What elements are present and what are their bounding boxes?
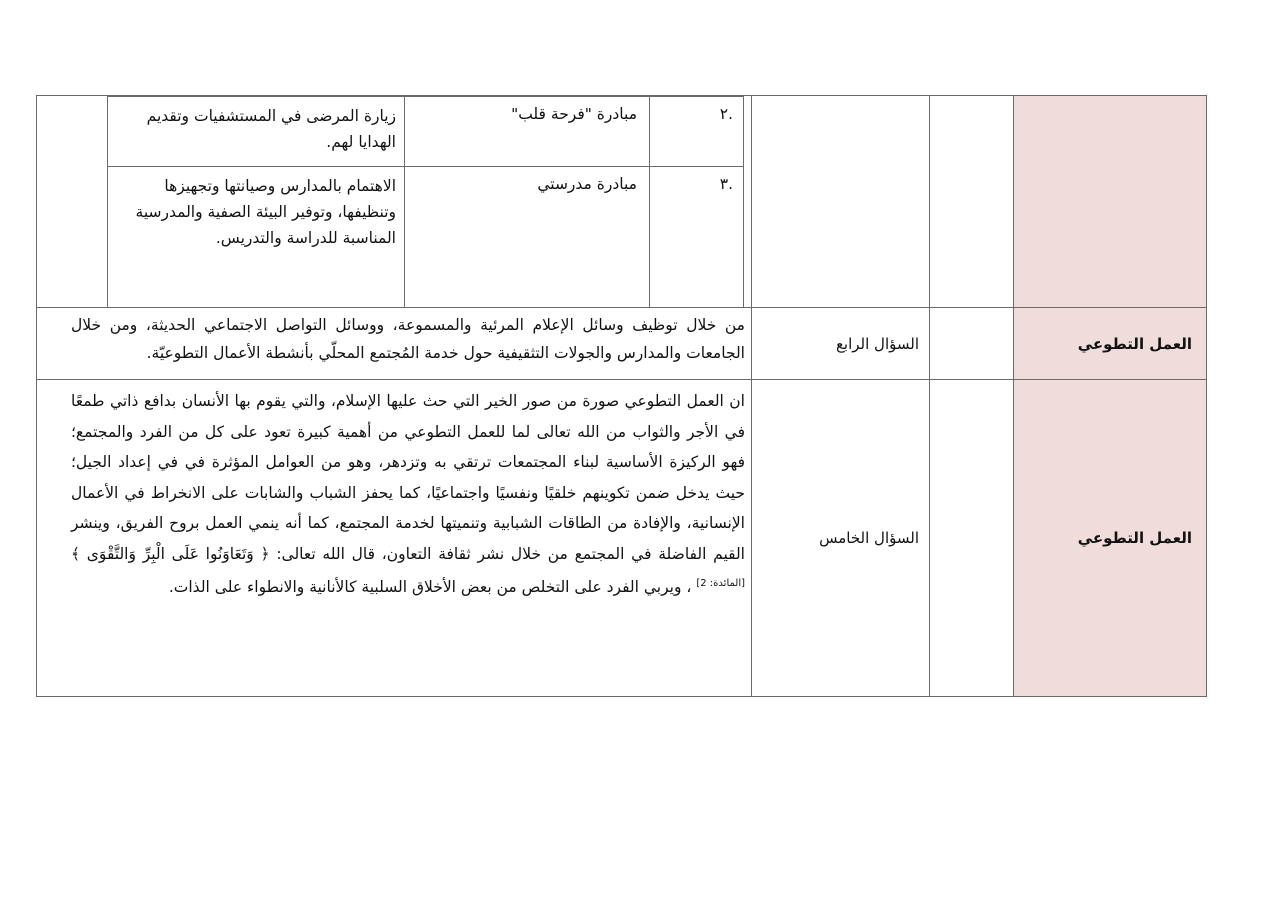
empty-cell [929, 308, 1013, 379]
initiative-row [108, 167, 743, 308]
initiative-number: .٣ [719, 175, 733, 193]
category-cell [1013, 308, 1206, 379]
category-cell [1013, 96, 1206, 307]
initiative-name: مبادرة مدرستي [404, 167, 649, 308]
table-row [36, 308, 1207, 380]
question-cell [751, 96, 929, 307]
answer-text-part2: ، ويربي الفرد على التخلص من بعض الأخلاق السلبية كالأنانية والانطواء على الذات. [168, 578, 692, 597]
answer-text-part1: ان العمل التطوعي صورة من صور الخير التي حث عليها الإسلام، والتي يقوم بها الأنسان بدافع ذاتي طمعًا في الأجر والثواب من الله تعالى لما للعمل التطوعي من أهمية كبيرة تعود على كل من الفرد والمجتمع؛ فهو الركيزة الأساسية لبناء المجتمعات ترتقي به وتزدهر، وهو من العوامل المؤثرة في في إعداد الجيل؛ حيث يدخل ضمن تكوينهم خلقيًا ونفسيًا واجتماعيًا، كما يحفز الشباب والشابات على الانخراط في الأعمال الإنسانية، والإفادة من الطاقات الشبابية وتنميتها لخدمة المجتمع، كما أنه ينمي العمل بروح الفريق، وينشر القيم الفاضلة في المجتمع من خلال نشر ثقافة التعاون، قال الله تعالى: ﴿ وَتَعَاوَنُوا عَلَى الْبِرِّ وَالتَّقْوَى ﴾ [71, 392, 745, 563]
category-label: العمل التطوعي [1077, 529, 1192, 547]
question-label: السؤال الرابع [835, 334, 919, 353]
initiative-description: زيارة المرضى في المستشفيات وتقديم الهدايا لهم. [146, 107, 396, 151]
empty-cell [929, 96, 1013, 307]
category-cell [1013, 380, 1206, 696]
initiative-row [108, 97, 743, 167]
answer-cell [37, 380, 753, 696]
initiative-name: مبادرة "فرحة قلب" [404, 97, 649, 166]
document-table [36, 95, 1207, 697]
answer-text: من خلال توظيف وسائل الإعلام المرئية والمسموعة، ووسائل التواصل الاجتماعي الحديثة، ومن خلال الجامعات والمدارس والجولات التثقيفية حول خدمة المُجتمع المحلّي بأنشطة الأعمال التطوعيّة. [71, 316, 745, 362]
quran-citation: [المائدة: 2] [696, 578, 745, 589]
answer-text [37, 380, 753, 603]
initiatives-table [107, 96, 744, 308]
answer-cell [37, 308, 753, 379]
initiative-description: الاهتمام بالمدارس وصيانتها وتجهيزها وتنظيفها، وتوفير البيئة الصفية والمدرسية المناسبة للدراسة والتدريس. [135, 177, 396, 247]
answer-cell [37, 96, 753, 307]
empty-cell [929, 380, 1013, 696]
table-row [36, 380, 1207, 697]
initiative-number-cell [649, 167, 743, 308]
question-cell [751, 380, 929, 696]
category-label: العمل التطوعي [1077, 334, 1192, 353]
table-row [36, 95, 1207, 308]
initiative-number-cell [649, 97, 743, 166]
initiative-number: .٢ [719, 105, 733, 123]
question-cell [751, 308, 929, 379]
question-label: السؤال الخامس [819, 529, 919, 547]
